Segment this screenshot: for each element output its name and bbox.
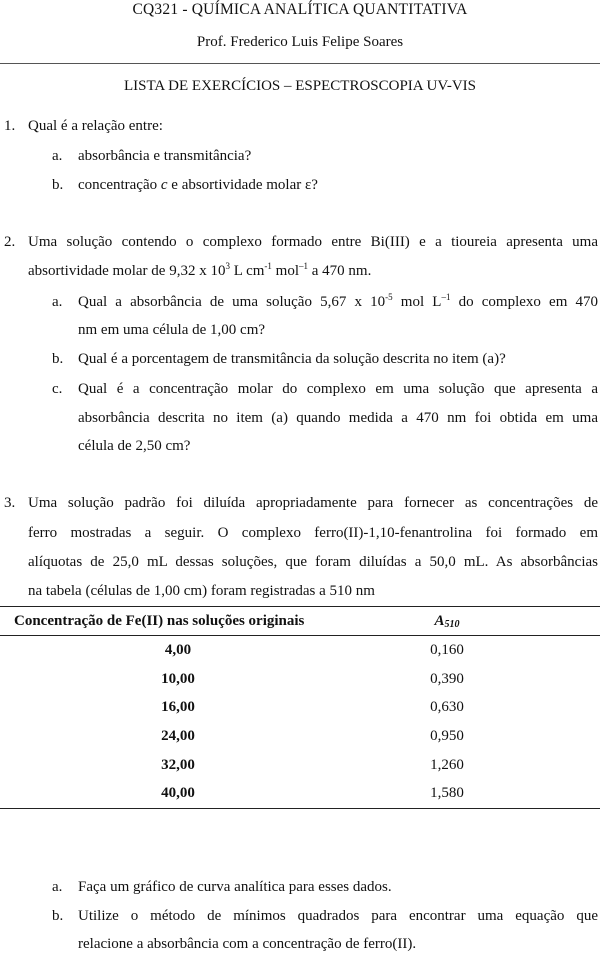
q2-b-text: Qual é a porcentagem de transmitância da solução descrita no item (a)?	[78, 351, 506, 367]
q3-line2: ferro mostradas a seguir. O complexo ferro(II)-1,10-fenantrolina foi formado em	[28, 525, 598, 541]
conc-cell: 4,00	[164, 641, 192, 658]
q3-line1: Uma solução padrão foi diluída apropriadamente para fornecer as concentrações de	[28, 495, 598, 511]
conc-cell: 24,00	[161, 727, 195, 744]
header-divider	[0, 63, 600, 64]
abs-cell: 0,390	[430, 670, 464, 687]
abs-cell: 0,950	[430, 727, 464, 744]
q3-line3: alíquotas de 25,0 mL dessas soluções, que foram diluídas a 50,0 mL. As absorbâncias	[28, 554, 598, 570]
table-row	[0, 693, 600, 722]
professor-name: Prof. Frederico Luis Felipe Soares	[196, 34, 404, 50]
q3-b-line2: relacione a absorbância com a concentração de ferro(II).	[78, 936, 417, 952]
abs-cell: 0,160	[430, 641, 464, 658]
q1-number: 1.	[4, 118, 16, 134]
table-row	[0, 665, 600, 694]
abs-cell: 1,260	[430, 756, 464, 773]
table-row	[0, 751, 600, 780]
q1-b-label: b.	[52, 177, 64, 193]
table-header-row	[0, 607, 600, 636]
q1-text: Qual é a relação entre:	[28, 118, 163, 134]
q2-line1: Uma solução contendo o complexo formado entre Bi(III) e a tioureia apresenta uma	[28, 234, 598, 250]
conc-cell: 10,00	[161, 670, 195, 687]
abs-cell: 0,630	[430, 699, 464, 716]
q2-b-label: b.	[52, 351, 64, 367]
q1-b-text: concentração c e absortividade molar ε?	[78, 177, 318, 193]
q3-a-text: Faça um gráfico de curva analítica para esses dados.	[78, 879, 392, 895]
conc-cell: 40,00	[0, 779, 344, 808]
q2-c-line2: absorbância descrita no item (a) quando medida a 470 nm foi obtida em uma	[78, 410, 598, 426]
q2-number: 2.	[4, 234, 16, 250]
list-title: LISTA DE EXERCÍCIOS – ESPECTROSCOPIA UV-VIS	[123, 78, 477, 94]
q2-c-line1: Qual é a concentração molar do complexo em uma solução que apresenta a	[78, 381, 598, 397]
q3-b-label: b.	[52, 908, 64, 924]
table-row	[0, 636, 600, 665]
q3-b-line1: Utilize o método de mínimos quadrados para encontrar uma equação que	[78, 908, 598, 924]
absorbance-table	[0, 606, 600, 809]
col-concentration-header: Concentração de Fe(II) nas soluções originais	[0, 607, 344, 636]
q3-a-label: a.	[52, 879, 63, 895]
q2-a-label: a.	[52, 294, 63, 310]
course-title: CQ321 - QUÍMICA ANALÍTICA QUANTITATIVA	[132, 1, 468, 18]
abs-cell: 1,580	[344, 779, 600, 808]
col-absorbance-header: $A_{510}$	[344, 607, 600, 636]
q3-number: 3.	[4, 495, 16, 511]
table-row	[0, 722, 600, 751]
q2-a-line2: nm em uma célula de 1,00 cm?	[78, 322, 266, 338]
q2-c-label: c.	[52, 381, 63, 397]
q2-c-line3: célula de 2,50 cm?	[78, 438, 191, 454]
q1-a-text: absorbância e transmitância?	[78, 148, 252, 164]
q3-line4: na tabela (células de 1,00 cm) foram registradas a 510 nm	[28, 583, 375, 599]
q1-a-label: a.	[52, 148, 63, 164]
table-row	[0, 779, 600, 808]
conc-cell: 32,00	[161, 756, 195, 773]
q2-a-line1: Qual a absorbância de uma solução 5,67 x $10^{-5}$ mol $L^{-1}$ do complexo em 470	[78, 292, 599, 310]
conc-cell: 16,00	[161, 699, 195, 716]
q2-line2: absortividade molar de 9,32 x $10^3$ L $cm^{-1}$ mol$^{-1}$ a 470 nm.	[28, 261, 372, 279]
